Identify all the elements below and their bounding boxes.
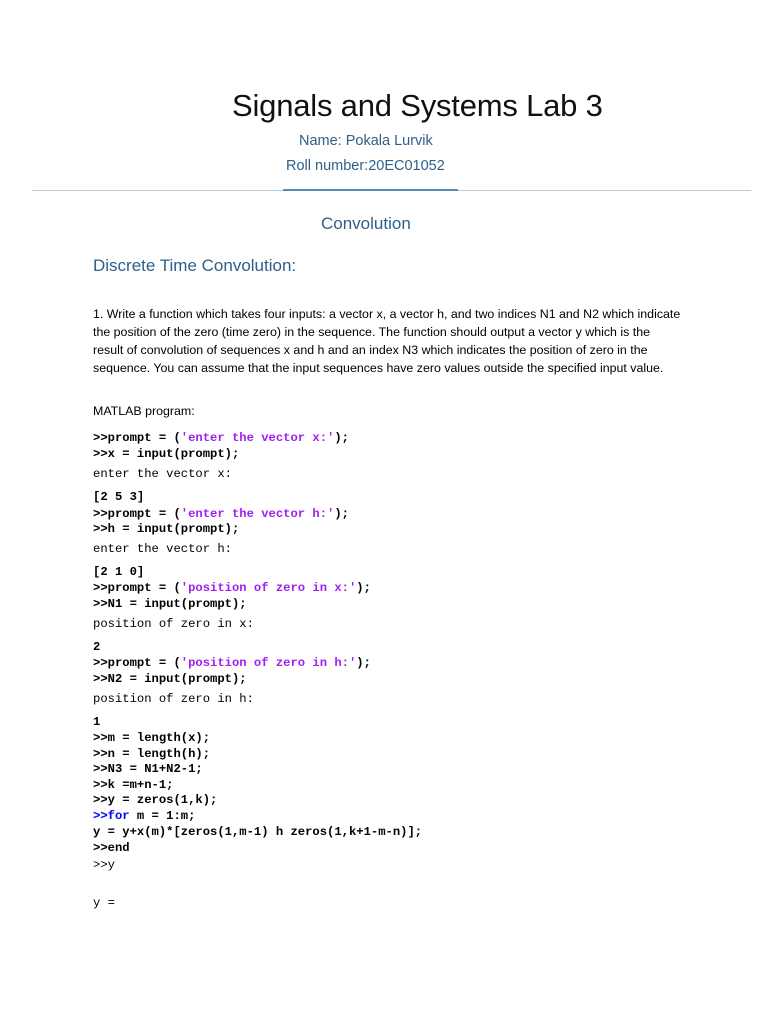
code-line: >>y = zeros(1,k); (93, 793, 218, 807)
header-divider-accent (283, 189, 458, 191)
question-paragraph: 1. Write a function which takes four inputs: a vector x, a vector h, and two indices N1 and N2 which indicate the position of the zero (time zero) in the sequence. The function should output a vector y which is the result of convolution of sequences x and h and an index N3 which indicates the position of zero in the sequence. You can assume that the input sequences have zero values outside the specified input value. (93, 307, 681, 375)
code-line: >>for m = 1:m; (93, 809, 196, 823)
code-output: y = (93, 896, 115, 910)
code-line: >>prompt = ('position of zero in h:'); (93, 656, 371, 670)
code-output: [2 1 0] (93, 565, 145, 579)
code-output: 1 (93, 715, 101, 729)
section-title: Convolution (321, 214, 411, 233)
code-line: >>n = length(h); (93, 747, 211, 761)
code-line: >>N3 = N1+N2-1; (93, 762, 203, 776)
code-line: >>prompt = ('enter the vector x:'); (93, 431, 349, 445)
section-heading: Discrete Time Convolution: (93, 256, 297, 275)
code-line: >>k =m+n-1; (93, 778, 174, 792)
code-line: >>N1 = input(prompt); (93, 597, 247, 611)
code-output: enter the vector h: (93, 542, 232, 556)
code-output: 2 (93, 640, 101, 654)
code-line: y = y+x(m)*[zeros(1,m-1) h zeros(1,k+1-m-n)]; (93, 825, 423, 839)
code-line: >>h = input(prompt); (93, 522, 240, 536)
code-output: [2 5 3] (93, 490, 145, 504)
document-title: Signals and Systems Lab 3 (232, 88, 603, 123)
code-line: >>prompt = ('enter the vector h:'); (93, 507, 349, 521)
code-line: >>x = input(prompt); (93, 447, 240, 461)
program-label: MATLAB program: (93, 404, 195, 418)
code-line: >>end (93, 841, 130, 855)
code-output: position of zero in h: (93, 692, 254, 706)
code-line: >>prompt = ('position of zero in x:'); (93, 581, 371, 595)
author-name: Name: Pokala Lurvik (299, 133, 433, 149)
roll-number: Roll number:20EC01052 (286, 158, 445, 174)
code-output: position of zero in x: (93, 617, 254, 631)
code-line: >>m = length(x); (93, 731, 211, 745)
code-line: >>y (93, 858, 115, 872)
code-line: >>N2 = input(prompt); (93, 672, 247, 686)
code-output: enter the vector x: (93, 467, 232, 481)
